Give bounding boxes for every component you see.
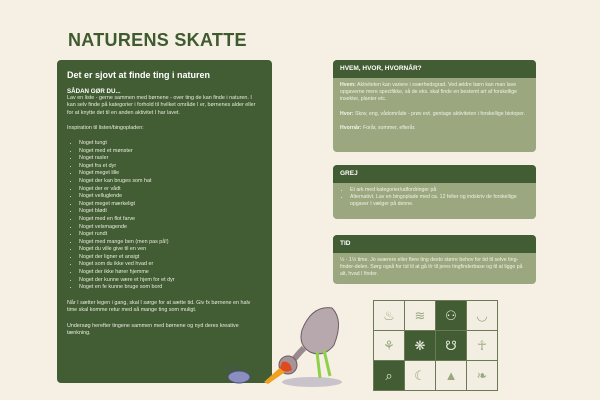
where-text: Hvor: Skov, eng, vådområde - prøv evt. gentage aktiviteten i forskellige biotoper.	[340, 110, 526, 117]
bingo-list-item: • Noget blødt	[79, 208, 262, 216]
bingo-list-item: • Noget som du ikke ved hvad er	[79, 261, 262, 269]
bingo-list-item: • Noget der er vådt	[79, 186, 262, 194]
bingo-list-item: • Noget meget mærkeligt	[79, 201, 262, 209]
who-header: HVEM, HVOR, HVORNÅR?	[333, 60, 536, 78]
plant-icon: ⚘	[374, 331, 404, 360]
water-icon: ≋	[405, 301, 435, 330]
bingo-list-item: • Noget velsmagende	[79, 224, 262, 232]
children-icon: ⚇	[436, 301, 466, 330]
bingo-list-item: • Noget med en flot farve	[79, 216, 262, 224]
timing-text: Når I sætter legen i gang, skal I sørge for at sætte tid. Giv fx børnene en halv time skal komme retur med så mange ting som muligt.	[67, 299, 251, 314]
centipede-illustration	[225, 365, 253, 387]
mandala-icon: ❋	[405, 331, 435, 360]
when-text: Hvornår: Forår, sommer, efterår.	[340, 124, 416, 131]
how-to-heading: SÅDAN GØR DU...	[67, 87, 121, 95]
who-where-when-box	[333, 60, 536, 152]
time-text: ½ - 1½ time. Jo sværere eller flere ting desto større behov for tid til selve ting-finder-delen. Sørg også for tid til at gå t/r til jeres tingfinderbase og til at ligge på alt, hvad I finder.	[340, 257, 523, 278]
panel-heading: Det er sjovt at finde ting i naturen	[67, 70, 211, 80]
equipment-item: • Et ark med kategorier/udfordringer på	[350, 187, 529, 194]
bingo-list	[79, 140, 262, 292]
bingo-list-item: • Noget der ligner et ansigt	[79, 254, 262, 262]
bingo-list-item: • Noget der ikke hører hjemme	[79, 269, 262, 277]
leaf-icon: ❧	[467, 361, 497, 390]
intro-text: Lav en liste - gerne sammen med børnene - over ting de kan finde i naturen. I kan selv finde på kategorier i forhold til hvilket område I er, børnenes alder eller for at knytte det til en anden aktivitet I har lavet.	[67, 94, 256, 116]
bingo-list-item: • Noget meget lille	[79, 170, 262, 178]
equipment-box	[333, 165, 536, 219]
hammock-icon: ◡	[467, 301, 497, 330]
person-icon: ☥	[467, 331, 497, 360]
bird-illustration	[262, 300, 352, 390]
time-header: TID	[333, 235, 536, 253]
bingo-list-item: • Noget en fe kunne bruge som bord	[79, 284, 262, 292]
bingo-list-item: • Noget med et mønster	[79, 148, 262, 156]
time-box	[333, 235, 536, 284]
page-title: NATURENS SKATTE	[68, 30, 247, 50]
inspiration-label: Inspiration til listen/bingopladen:	[67, 124, 144, 131]
equipment-item: • Alternativt. Lav en bingoplade med ca. 12 felter og indskriv de forskellige opgaver I vælger på denne.	[350, 194, 529, 208]
fire-icon: ♨	[374, 301, 404, 330]
bingo-list-item: • Noget velluglende	[79, 193, 262, 201]
cave-icon: ▲	[436, 361, 466, 390]
bingo-list-item: • Noget fra et dyr	[79, 163, 262, 171]
instructions-panel	[57, 60, 272, 383]
bingo-list-item: • Noget tungt	[79, 140, 262, 148]
tongue-icon: ☋	[436, 331, 466, 360]
activity-icon-grid	[373, 300, 498, 391]
bingo-list-item: • Noget rundt	[79, 231, 262, 239]
bingo-list-item: • Noget der kan bruges som hat	[79, 178, 262, 186]
closing-text: Undersøg herefter tingene sammen med børnene og nyd deres kreative tænkning.	[67, 322, 239, 337]
bingo-list-item: • Noget der kunne være et hjem for et dyr	[79, 277, 262, 285]
bingo-list-item: • Noget du ville give til en ven	[79, 246, 262, 254]
magnifier-icon: ⌕	[374, 361, 404, 390]
bingo-list-item: • Noget rasler	[79, 155, 262, 163]
equipment-header: GREJ	[333, 165, 536, 183]
who-text: Hvem: Aktiviteten kan variere i sværhedsgrad. Ved ældre børn kan man lave opgaverne mere specifikke, så de eks. skal finde en bestemt art af forskellige insekter, planter etc.	[340, 82, 518, 103]
night-icon: ☾	[405, 361, 435, 390]
bingo-list-item: • Noget med mange ben (men pas på!)	[79, 239, 262, 247]
